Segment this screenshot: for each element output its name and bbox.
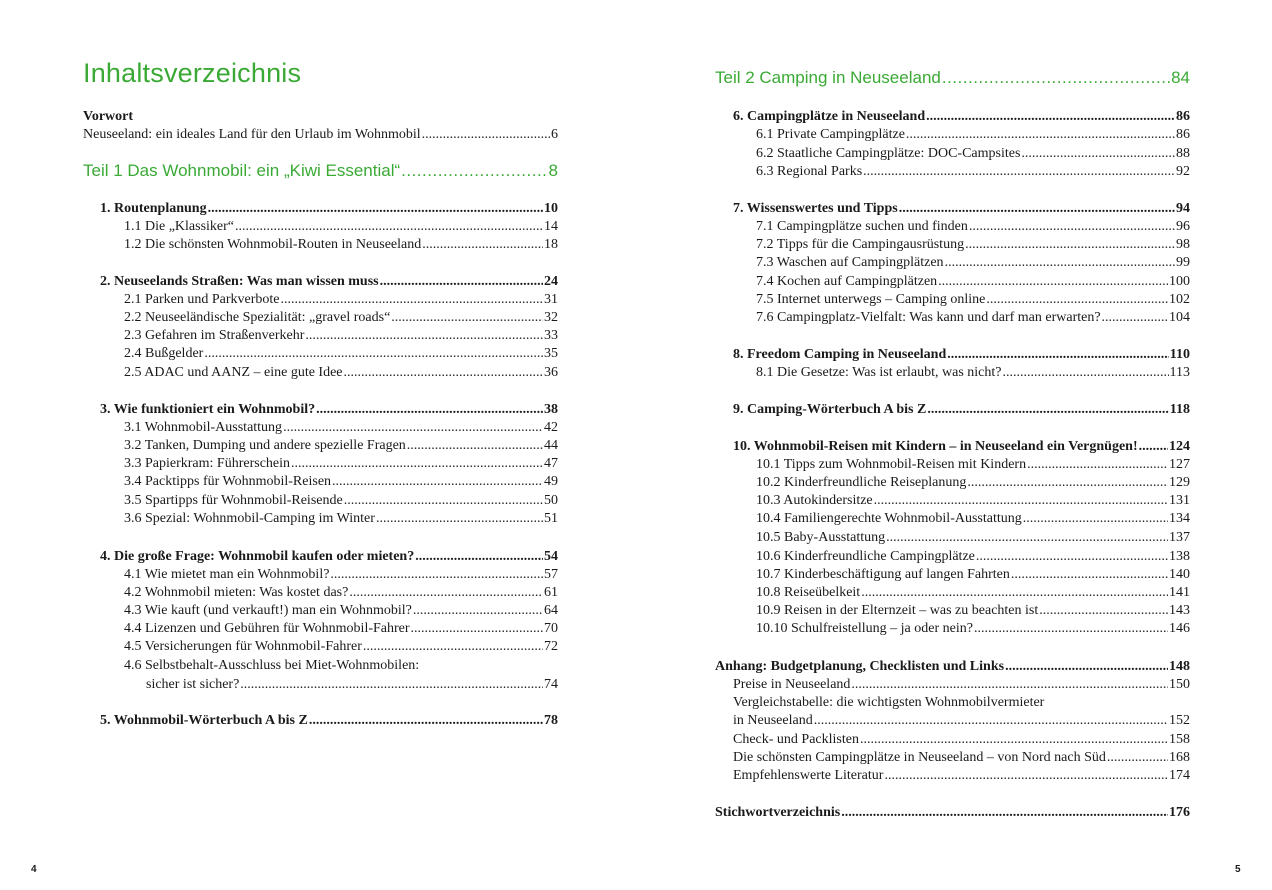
chapter-title: 2. Neuseelands Straßen: Was man wissen muss [100,274,379,289]
toc-item-text: 10.6 Kinderfreundliche Campingplätze [756,549,975,564]
chapter-page: 118 [1169,402,1190,417]
toc-item-text: Check- und Packlisten [733,732,859,747]
dot-leader [926,108,1175,126]
dot-leader [332,473,543,491]
chapter-title: 5. Wohnmobil-Wörterbuch A bis Z [100,713,308,728]
toc-item-7-1[interactable] [756,218,1190,236]
dot-leader [208,200,543,218]
toc-item-text: 10.8 Reiseübelkeit [756,585,861,600]
toc-item-text: 7.2 Tipps für die Campingausrüstung [756,237,965,252]
toc-chapter-2[interactable] [100,273,558,291]
chapter-page: 78 [544,713,558,728]
toc-item-3-3[interactable] [124,455,558,473]
dot-leader [1027,456,1168,474]
toc-item-7-4[interactable] [756,273,1190,291]
part-title: Teil 2 Camping in Neuseeland [715,68,941,87]
toc-item-text: 3.2 Tanken, Dumping und andere spezielle Fragen [124,438,406,453]
toc-item-page: 138 [1169,549,1190,564]
toc-item-page: 72 [544,639,558,654]
toc-item-10-3[interactable] [756,492,1190,510]
toc-item-text: 2.4 Bußgelder [124,346,204,361]
dot-leader [305,327,543,345]
dot-leader [291,455,543,473]
toc-item-1-2[interactable] [124,236,558,254]
toc-chapter-5[interactable] [100,712,558,730]
toc-item-10-8[interactable] [756,584,1190,602]
dot-leader [1005,658,1168,676]
chapter-page: 86 [1176,109,1190,124]
dot-leader [1023,510,1168,528]
chapter-page: 124 [1169,439,1190,454]
toc-item-text: 1.2 Die schönsten Wohnmobil-Routen in Neuseeland [124,237,422,252]
toc-item-4-2[interactable] [124,584,558,602]
toc-item-text: in Neuseeland [733,713,813,728]
part-title: Teil 1 Das Wohnmobil: ein „Kiwi Essential“ [83,161,401,180]
toc-item-text: 10.9 Reisen in der Elternzeit – was zu beachten ist [756,603,1039,618]
toc-item-3-4[interactable] [124,473,558,491]
toc-item-page: 140 [1169,567,1190,582]
dot-leader [1102,309,1168,327]
toc-item-page: 61 [544,585,558,600]
toc-anhang-item-2[interactable] [733,712,1190,730]
dot-leader [401,160,547,182]
toc-entry-vorwort[interactable] [83,126,558,144]
toc-item-page: 50 [544,493,558,508]
dot-leader [422,236,543,254]
chapter-title: 6. Campingplätze in Neuseeland [733,109,926,124]
vorwort-heading: Vorwort [83,109,134,124]
dot-leader [861,584,1168,602]
toc-item-page: 36 [544,365,558,380]
toc-chapter-8[interactable] [733,346,1190,364]
toc-item-text: 4.4 Lizenzen und Gebühren für Wohnmobil-Fahrer [124,621,410,636]
toc-item-page: 57 [544,567,558,582]
toc-item-page: 137 [1169,530,1190,545]
chapter-page: 176 [1169,805,1190,820]
toc-item-1-1[interactable] [124,218,558,236]
chapter-title: Anhang: Budgetplanung, Checklisten und Links [715,659,1005,674]
toc-item-3-5[interactable] [124,492,558,510]
toc-item-page: 174 [1169,768,1190,783]
toc-item-3-1[interactable] [124,419,558,437]
page-number-left: 4 [31,864,37,875]
toc-item-2-2[interactable] [124,309,558,327]
toc-item-text: Preise in Neuseeland [733,677,851,692]
toc-item-text: 10.4 Familiengerechte Wohnmobil-Ausstattung [756,511,1022,526]
toc-item-page: 92 [1176,164,1190,179]
toc-item-text: 2.5 ADAC und AANZ – eine gute Idee [124,365,343,380]
dot-leader [906,126,1175,144]
toc-item-page: 146 [1169,621,1190,636]
dot-leader [860,731,1168,749]
dot-leader [235,218,543,236]
toc-item-text: 6.2 Staatliche Campingplätze: DOC-Campsites [756,146,1021,161]
dot-leader [969,218,1175,236]
chapter-page: 110 [1169,347,1190,362]
chapter-page: 24 [544,274,558,289]
chapter-page: 38 [544,402,558,417]
dot-leader [1011,566,1168,584]
toc-item-page: 32 [544,310,558,325]
toc-item-3-6[interactable] [124,510,558,528]
toc-item-text: 10.1 Tipps zum Wohnmobil-Reisen mit Kindern [756,457,1027,472]
dot-leader [363,638,543,656]
toc-item-text: 3.4 Packtipps für Wohnmobil-Reisen [124,474,332,489]
toc-item-6-3[interactable] [756,163,1190,181]
toc-item-page: 64 [544,603,558,618]
toc-item-page: 150 [1169,677,1190,692]
toc-item-text: 10.5 Baby-Ausstattung [756,530,886,545]
toc-item-text: 2.3 Gefahren im Straßenverkehr [124,328,305,343]
dot-leader [942,67,1170,89]
toc-item-page: 99 [1176,255,1190,270]
toc-chapter-1[interactable] [100,200,558,218]
toc-item-text: 3.6 Spezial: Wohnmobil-Camping im Winter [124,511,375,526]
dot-leader [391,309,543,327]
toc-item-text: 6.1 Private Campingplätze [756,127,905,142]
part-page: 8 [548,161,558,180]
toc-item-10-6[interactable] [756,548,1190,566]
toc-chapter-6[interactable] [733,108,1190,126]
toc-item-page: 113 [1169,365,1190,380]
toc-item-page: 31 [544,292,558,307]
toc-item-text: 4.1 Wie mietet man ein Wohnmobil? [124,567,330,582]
dot-leader [1139,438,1168,456]
toc-chapter-4[interactable] [100,548,558,566]
toc-chapter-3[interactable] [100,401,558,419]
dot-leader [240,676,543,694]
dot-leader [1039,602,1168,620]
dot-leader [965,236,1175,254]
toc-item-text: 7.6 Campingplatz-Vielfalt: Was kann und darf man erwarten? [756,310,1101,325]
toc-item-text: 1.1 Die „Klassiker“ [124,219,235,234]
toc-item-2-5[interactable] [124,364,558,382]
toc-item-text: 4.3 Wie kauft (und verkauft!) man ein Wohnmobil? [124,603,412,618]
chapter-title: Stichwortverzeichnis [715,805,841,820]
dot-leader [283,419,543,437]
toc-item-4-6[interactable] [146,676,558,694]
toc-item-6-2[interactable] [756,145,1190,163]
toc-item-page: 49 [544,474,558,489]
toc-item-text: 2.2 Neuseeländische Spezialität: „gravel roads“ [124,310,391,325]
toc-item-page: 134 [1169,511,1190,526]
dot-leader [974,620,1168,638]
toc-item-text: Empfehlenswerte Literatur [733,768,884,783]
toc-item-7-2[interactable] [756,236,1190,254]
toc-item-page: 129 [1169,475,1190,490]
toc-item-10-2[interactable] [756,474,1190,492]
dot-leader [415,548,543,566]
toc-item-text: 6.3 Regional Parks [756,164,863,179]
toc-item-2-3[interactable] [124,327,558,345]
toc-item-7-3[interactable] [756,254,1190,272]
dot-leader [349,584,543,602]
toc-item-3-2[interactable] [124,437,558,455]
chapter-title: 1. Routenplanung [100,201,207,216]
toc-item-4-5[interactable] [124,638,558,656]
toc-item-text: 2.1 Parken und Parkverbote [124,292,280,307]
chapter-page: 10 [544,201,558,216]
dot-leader [884,767,1168,785]
toc-item-page: 131 [1169,493,1190,508]
chapter-title: 3. Wie funktioniert ein Wohnmobil? [100,402,316,417]
toc-item-10-5[interactable] [756,529,1190,547]
dot-leader [413,602,543,620]
dot-leader [967,474,1168,492]
dot-leader [380,273,543,291]
toc-item-text: 4.5 Versicherungen für Wohnmobil-Fahrer [124,639,362,654]
toc-item-2-1[interactable] [124,291,558,309]
toc-item-4-4[interactable] [124,620,558,638]
toc-item-page: 47 [544,456,558,471]
dot-leader [281,291,543,309]
chapter-title: 7. Wissenswertes und Tipps [733,201,898,216]
chapter-title: 8. Freedom Camping in Neuseeland [733,347,947,362]
toc-item-text: 7.3 Waschen auf Campingplätzen [756,255,944,270]
dot-leader [814,712,1168,730]
toc-anhang-item-5[interactable] [733,767,1190,785]
toc-item-10-7[interactable] [756,566,1190,584]
toc-item-text: 3.1 Wohnmobil-Ausstattung [124,420,283,435]
toc-item-text: 7.5 Internet unterwegs – Camping online [756,292,986,307]
dot-leader [851,676,1168,694]
dot-leader [407,437,543,455]
dot-leader [945,254,1175,272]
toc-item-page: 70 [544,621,558,636]
toc-item-text: Die schönsten Campingplätze in Neuseeland – von Nord nach Süd [733,750,1106,765]
dot-leader [1021,145,1175,163]
toc-item-page: 42 [544,420,558,435]
dot-leader [422,126,550,144]
toc-item-page: 104 [1169,310,1190,325]
right-page [636,0,1272,890]
toc-anhang-item-3[interactable] [733,731,1190,749]
toc-item-page: 86 [1176,127,1190,142]
dot-leader [927,401,1168,419]
dot-leader [376,510,543,528]
toc-chapter-10[interactable] [733,438,1190,456]
page-number-right: 5 [1235,864,1241,875]
toc-item-text: 8.1 Die Gesetze: Was ist erlaubt, was nicht? [756,365,1002,380]
toc-item-page: 98 [1176,237,1190,252]
toc-item-page: 158 [1169,732,1190,747]
toc-item-page: 168 [1169,750,1190,765]
toc-item-10-1[interactable] [756,456,1190,474]
toc-item-text: sicher ist sicher? [146,677,240,692]
toc-item-page: 14 [544,219,558,234]
dot-leader [886,529,1168,547]
toc-anhang[interactable] [715,658,1190,676]
dot-leader [316,401,543,419]
dot-leader [947,346,1169,364]
toc-item-text: 7.1 Campingplätze suchen und finden [756,219,968,234]
toc-item-text: 10.10 Schulfreistellung – ja oder nein? [756,621,973,636]
chapter-page: 94 [1176,201,1190,216]
page-title: Inhaltsverzeichnis [83,58,302,88]
toc-item-7-6[interactable] [756,309,1190,327]
dot-leader [976,548,1168,566]
toc-item-text: 10.3 Autokindersitze [756,493,873,508]
toc-item-page: 74 [544,677,558,692]
toc-index[interactable] [715,804,1190,822]
toc-item-page: 88 [1176,146,1190,161]
toc-anhang-item-2-line1[interactable]: Vergleichstabelle: die wichtigsten Wohnmobilvermieter [733,695,1045,710]
part-page: 84 [1171,68,1190,87]
toc-part-2[interactable] [715,67,1190,89]
toc-item-page: 51 [544,511,558,526]
toc-item-text: 7.4 Kochen auf Campingplätzen [756,274,938,289]
toc-item-7-5[interactable] [756,291,1190,309]
toc-item-page: 44 [544,438,558,453]
toc-item-page: 100 [1169,274,1190,289]
toc-item-page: 143 [1169,603,1190,618]
toc-item-page: 35 [544,346,558,361]
toc-item-page: 33 [544,328,558,343]
dot-leader [411,620,543,638]
dot-leader [863,163,1175,181]
toc-chapter-9[interactable] [733,401,1190,419]
dot-leader [899,200,1175,218]
dot-leader [344,492,543,510]
toc-item-page: 127 [1169,457,1190,472]
dot-leader [344,364,543,382]
toc-item-text: 3.3 Papierkram: Führerschein [124,456,291,471]
dot-leader [986,291,1168,309]
toc-entry-page: 6 [551,127,558,142]
toc-item-8-1[interactable] [756,364,1190,382]
toc-chapter-7[interactable] [733,200,1190,218]
toc-item-10-10[interactable] [756,620,1190,638]
dot-leader [309,712,543,730]
toc-anhang-item-1[interactable] [733,676,1190,694]
toc-item-6-1[interactable] [756,126,1190,144]
toc-entry-text: Neuseeland: ein ideales Land für den Urlaub im Wohnmobil [83,127,421,142]
toc-item-10-9[interactable] [756,602,1190,620]
toc-item-text: 10.7 Kinderbeschäftigung auf langen Fahrten [756,567,1010,582]
dot-leader [874,492,1168,510]
toc-item-text: 3.5 Spartipps für Wohnmobil-Reisende [124,493,343,508]
toc-part-1[interactable] [83,160,558,182]
toc-item-page: 96 [1176,219,1190,234]
toc-item-page: 102 [1169,292,1190,307]
chapter-title: 4. Die große Frage: Wohnmobil kaufen oder mieten? [100,549,415,564]
toc-item-4-6-line1[interactable]: 4.6 Selbstbehalt-Ausschluss bei Miet-Wohnmobilen: [124,658,420,673]
toc-item-page: 152 [1169,713,1190,728]
toc-item-text: 4.2 Wohnmobil mieten: Was kostet das? [124,585,349,600]
toc-item-page: 18 [544,237,558,252]
dot-leader [330,566,543,584]
chapter-title: 9. Camping-Wörterbuch A bis Z [733,402,927,417]
toc-item-page: 141 [1169,585,1190,600]
toc-anhang-item-4[interactable] [733,749,1190,767]
dot-leader [938,273,1168,291]
dot-leader [841,804,1168,822]
toc-item-text: 10.2 Kinderfreundliche Reiseplanung [756,475,967,490]
dot-leader [1003,364,1169,382]
toc-item-4-1[interactable] [124,566,558,584]
toc-item-10-4[interactable] [756,510,1190,528]
chapter-page: 148 [1169,659,1190,674]
toc-item-2-4[interactable] [124,345,558,363]
chapter-title: 10. Wohnmobil-Reisen mit Kindern – in Neuseeland ein Vergnügen! [733,439,1138,454]
dot-leader [204,345,543,363]
dot-leader [1107,749,1168,767]
toc-item-4-3[interactable] [124,602,558,620]
chapter-page: 54 [544,549,558,564]
